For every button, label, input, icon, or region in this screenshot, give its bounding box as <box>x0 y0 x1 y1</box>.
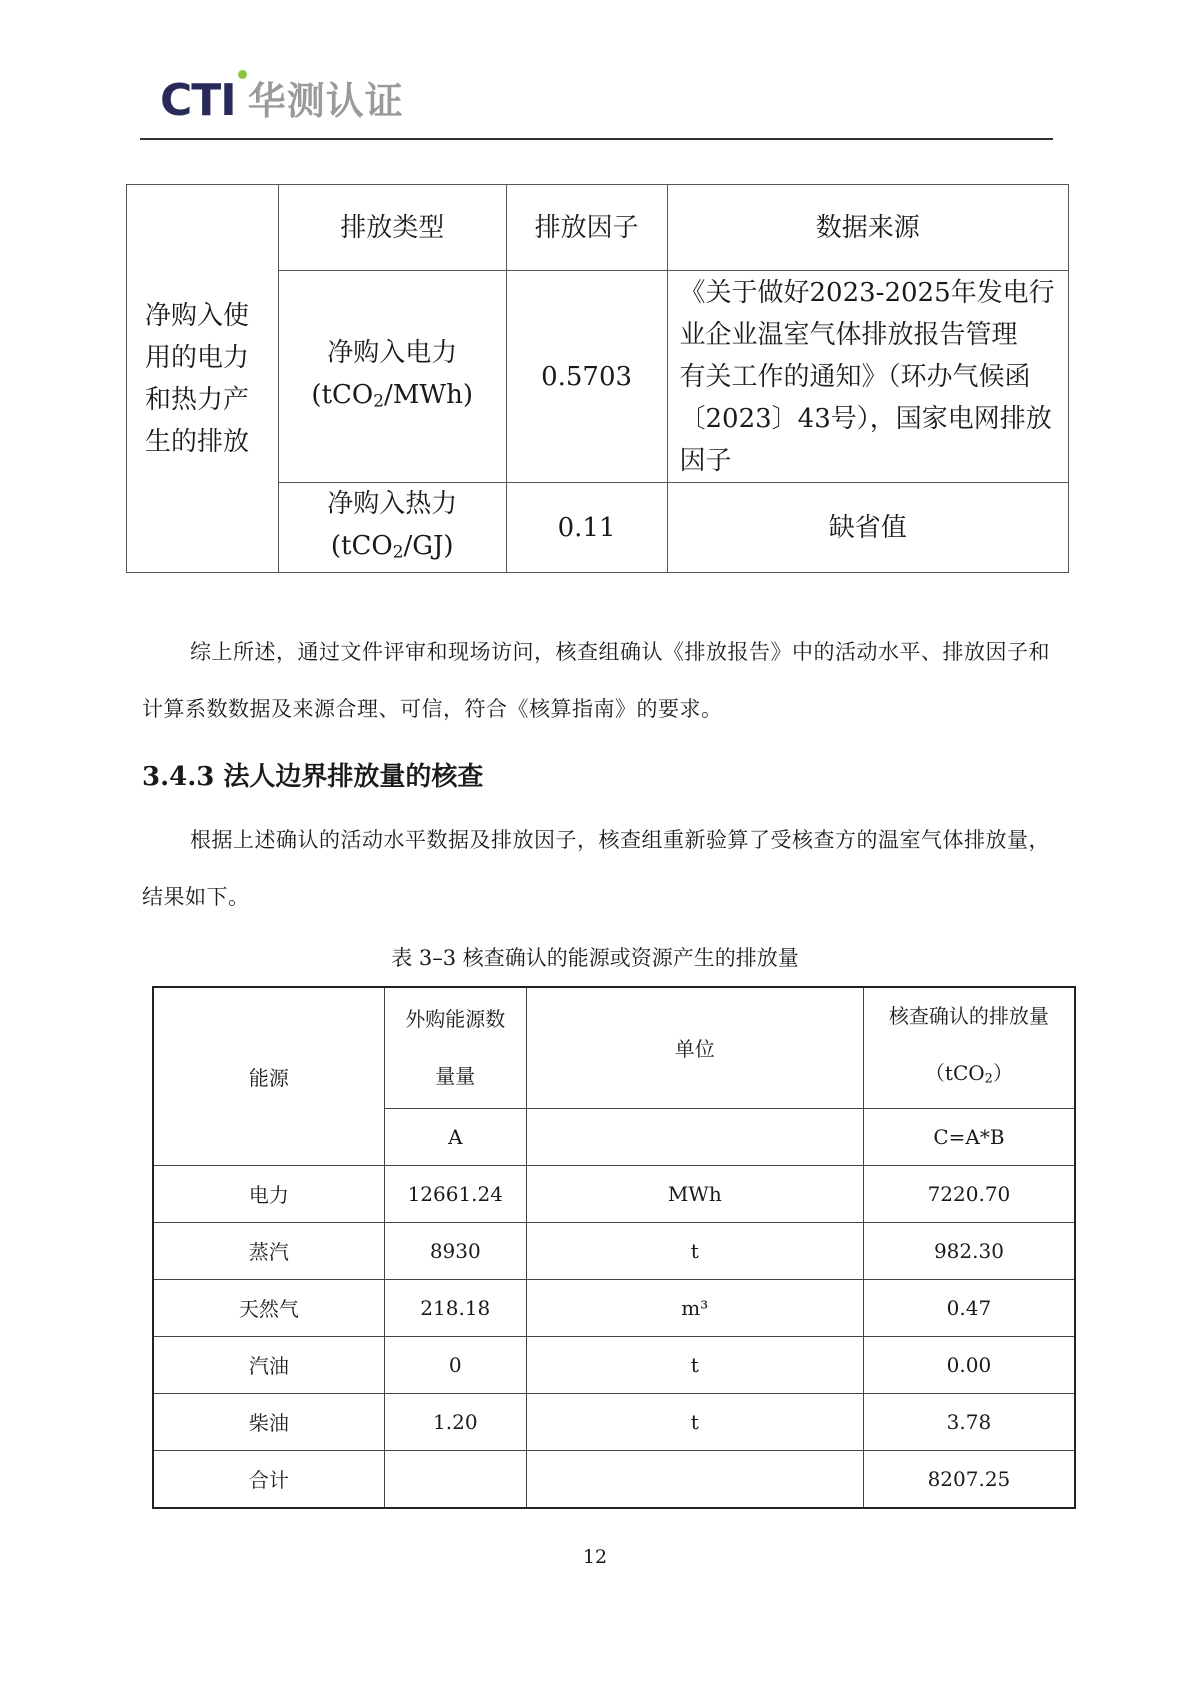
section-heading: 3.4.3 法人边界排放量的核查 <box>142 762 484 792</box>
header-unit: 单位 <box>526 987 863 1108</box>
source-line: 业企业温室气体排放报告管理 <box>679 319 1018 350</box>
code-a: A <box>384 1108 526 1165</box>
header-line: 核查确认的排放量 <box>888 1004 1049 1028</box>
unit-pre: (tCO <box>311 379 374 410</box>
table-row <box>153 1222 1075 1279</box>
page-number: 12 <box>582 1546 608 1568</box>
amount-cell: 0 <box>384 1336 526 1393</box>
table-row <box>153 1165 1075 1222</box>
table-caption: 表 3–3 核查确认的能源或资源产生的排放量 <box>391 946 799 970</box>
energy-cell: 汽油 <box>153 1336 384 1393</box>
factor-type-cell <box>278 271 506 483</box>
unit-cell: MWh <box>526 1165 863 1222</box>
table-row <box>153 1279 1075 1336</box>
factor-source-cell <box>667 271 1069 483</box>
type-line: 净购入电力 <box>327 337 458 368</box>
factor-row-header <box>127 185 279 573</box>
code-c: C=A*B <box>863 1108 1075 1165</box>
unit-subscript: 2 <box>984 1071 993 1087</box>
energy-cell: 合计 <box>153 1450 384 1508</box>
row-head-line: 生的排放 <box>145 426 250 457</box>
unit-pre: （tCO <box>924 1061 985 1085</box>
emission-cell: 3.78 <box>863 1393 1075 1450</box>
amount-cell: 218.18 <box>384 1279 526 1336</box>
unit-cell: t <box>526 1222 863 1279</box>
source-line: 因子 <box>679 445 732 476</box>
unit-post: /MWh) <box>383 379 473 410</box>
factor-type-cell <box>278 483 506 573</box>
type-unit <box>279 374 506 421</box>
emission-cell: 0.47 <box>863 1279 1075 1336</box>
summary-paragraph: 综上所述，通过文件评审和现场访问，核查组确认《排放报告》中的活动水平、排放因子和计算系数数据及来源合理、可信，符合《核算指南》的要求。 <box>142 640 1050 721</box>
row-head-line: 用的电力 <box>145 342 250 373</box>
header-energy: 能源 <box>153 987 384 1165</box>
factor-value-cell: 0.5703 <box>506 271 667 483</box>
logo-dot-icon <box>238 70 247 79</box>
table-row <box>153 1393 1075 1450</box>
amount-cell: 12661.24 <box>384 1165 526 1222</box>
column-header-source: 数据来源 <box>667 185 1069 271</box>
row-head-line: 净购入使 <box>145 300 250 331</box>
company-logo <box>160 76 404 126</box>
type-line: 净购入热力 <box>327 489 458 519</box>
emission-cell: 7220.70 <box>863 1165 1075 1222</box>
unit-cell: m³ <box>526 1279 863 1336</box>
factor-value-cell: 0.11 <box>506 483 667 573</box>
source-line: 〔2023〕43号），国家电网排放 <box>679 403 1052 434</box>
code-b <box>526 1108 863 1165</box>
header-purchased <box>384 987 526 1108</box>
emission-cell: 982.30 <box>863 1222 1075 1279</box>
amount-cell: 8930 <box>384 1222 526 1279</box>
header-line <box>864 1045 1074 1108</box>
table-row <box>153 1336 1075 1393</box>
source-line: 《关于做好2023-2025年发电行 <box>679 277 1055 308</box>
emission-factor-table <box>126 184 1069 573</box>
type-unit <box>279 525 506 572</box>
column-header-factor: 排放因子 <box>506 185 667 271</box>
header-emission <box>863 987 1075 1108</box>
table-row-total <box>153 1450 1075 1508</box>
source-line: 有关工作的通知》（环办气候函 <box>679 361 1031 392</box>
energy-cell: 蒸汽 <box>153 1222 384 1279</box>
unit-cell: t <box>526 1393 863 1450</box>
unit-post: /GJ) <box>403 531 454 561</box>
unit-post: ） <box>992 1061 1013 1085</box>
intro-paragraph: 根据上述确认的活动水平数据及排放因子，核查组重新验算了受核查方的温室气体排放量，结果如下。 <box>142 828 1050 909</box>
column-header-type: 排放类型 <box>278 185 506 271</box>
amount-cell <box>384 1450 526 1508</box>
energy-cell: 柴油 <box>153 1393 384 1450</box>
logo-mark: CTI <box>160 75 236 126</box>
amount-cell: 1.20 <box>384 1393 526 1450</box>
energy-cell: 天然气 <box>153 1279 384 1336</box>
unit-pre: (tCO <box>330 531 393 561</box>
row-head-line: 和热力产 <box>145 384 250 415</box>
emission-cell: 8207.25 <box>863 1450 1075 1508</box>
logo-text: 华测认证 <box>247 79 404 123</box>
header-rule <box>140 138 1053 140</box>
header-line: 量量 <box>435 1063 476 1088</box>
emission-table <box>152 986 1076 1509</box>
unit-cell <box>526 1450 863 1508</box>
unit-subscript: 2 <box>392 541 404 562</box>
emission-cell: 0.00 <box>863 1336 1075 1393</box>
unit-subscript: 2 <box>373 390 384 411</box>
unit-cell: t <box>526 1336 863 1393</box>
header-line: 外购能源数 <box>405 1006 506 1031</box>
factor-source-cell: 缺省值 <box>667 483 1069 573</box>
energy-cell: 电力 <box>153 1165 384 1222</box>
